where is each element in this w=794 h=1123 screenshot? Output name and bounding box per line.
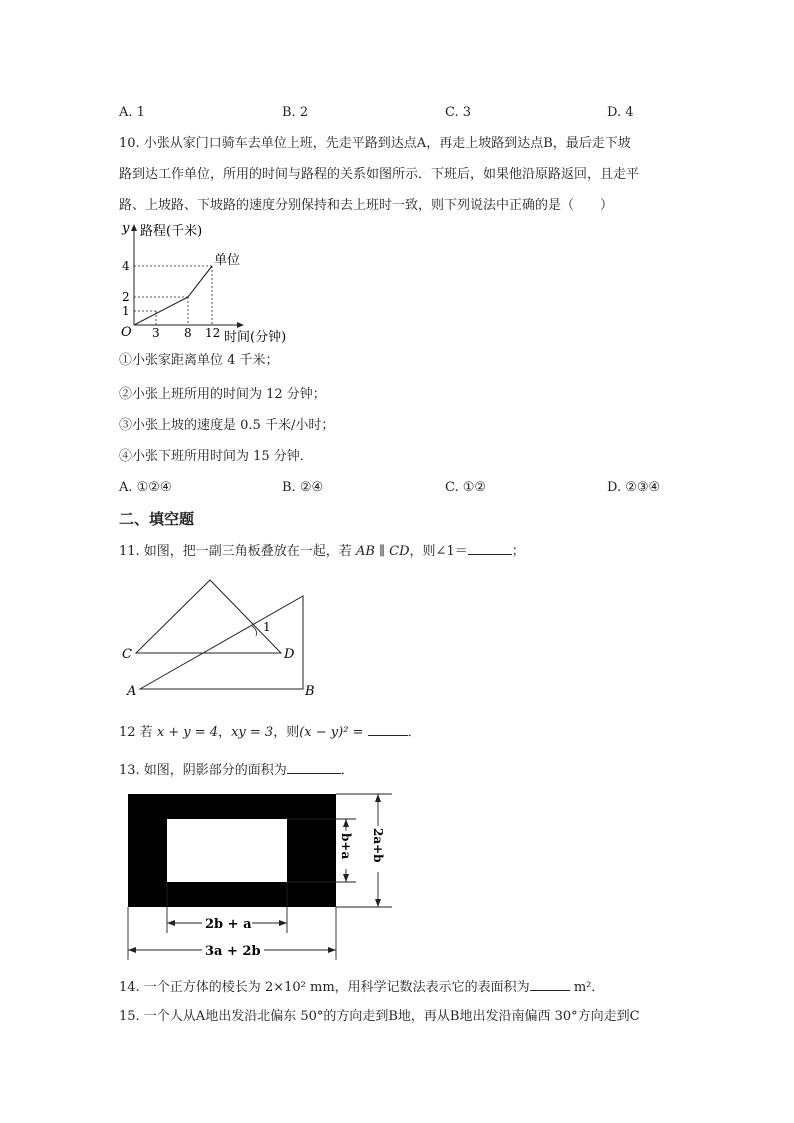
label-angle-1: 1 — [263, 620, 271, 634]
q14-value: 2×10² mm — [264, 980, 335, 995]
q9-option-d: D. 4 — [607, 105, 634, 120]
dim-outer-height-arrow-top — [375, 794, 381, 802]
q10-line-2: 路到达工作单位，所用的时间与路程的关系如图所示．下班后，如果他沿原路返回，且走平 — [119, 167, 640, 182]
y-tick-1: 1 — [122, 304, 130, 318]
q11-text-mid: ，则∠1＝ — [409, 544, 468, 559]
q11-text-after: ； — [511, 544, 525, 559]
route-line — [134, 266, 212, 325]
q14-text-mid: ，用科学记数法表示它的表面积为 — [334, 980, 530, 995]
q12-text — [119, 722, 421, 742]
q13-text-after: ． — [340, 763, 354, 778]
label-c: C — [122, 647, 132, 662]
label-inner-height: b+a — [339, 833, 353, 860]
q11-text-before: 11. 如图，把一副三角板叠放在一起，若 — [119, 544, 356, 559]
x-tick-3: 3 — [152, 326, 160, 340]
label-outer-height: 2a+b — [371, 828, 385, 863]
dim-outer-width-arrow-right — [328, 947, 336, 953]
x-unit-label: 时间(分钟) — [224, 330, 287, 345]
q15-text: 15. 一个人从A地出发沿北偏东 50°的方向走到B地，再从B地出发沿南偏西 30°方向走到C — [119, 1009, 640, 1024]
q14-text — [119, 977, 604, 997]
q11-triangles-figure — [118, 574, 328, 700]
q9-option-b: B. 2 — [282, 105, 309, 120]
y-axis-label: y — [122, 221, 130, 236]
q12-text-mid: ，则 — [273, 725, 300, 740]
q10-statement-2: ②小张上班所用的时间为 12 分钟； — [119, 387, 326, 402]
label-a: A — [127, 684, 137, 699]
q14-text-before: 14. 一个正方体的棱长为 — [119, 980, 265, 995]
q12-eq1: x + y = 4 — [156, 725, 219, 740]
label-inner-width: 2b + a — [205, 917, 252, 932]
q10-option-b: B. ②④ — [282, 480, 324, 495]
dim-inner-height-arrow-top — [343, 819, 349, 827]
q11-answer-blank[interactable] — [468, 541, 512, 555]
q13-text-main: 13. 如图，阴影部分的面积为 — [119, 763, 287, 778]
end-point-label: 单位 — [214, 253, 241, 268]
x-axis-arrow — [237, 322, 244, 328]
q14-answer-blank[interactable] — [530, 977, 570, 991]
triangle-ab — [140, 596, 303, 689]
dim-outer-height-arrow-bottom — [375, 899, 381, 907]
q9-option-a: A. 1 — [119, 105, 145, 120]
q10-distance-time-graph — [110, 220, 310, 345]
y-unit-label: 路程(千米) — [140, 224, 203, 239]
origin-label: O — [121, 325, 132, 340]
dim-inner-width-arrow-left — [167, 920, 175, 926]
q12-equals: = — [348, 725, 368, 740]
q14-text-after: m²． — [569, 980, 605, 995]
q11-relation: AB ∥ CD — [355, 544, 410, 559]
q12-answer-blank[interactable] — [368, 722, 408, 736]
y-tick-4: 4 — [122, 259, 130, 273]
label-b: B — [305, 684, 315, 699]
q10-line-3: 路、上坡路、下坡路的速度分别保持和去上班时一致，则下列说法中正确的是（ ） — [119, 198, 614, 213]
y-axis-arrow — [131, 224, 137, 231]
q10-statement-3: ③小张上坡的速度是 0.5 千米/小时； — [119, 418, 335, 433]
dim-inner-height-arrow-bottom — [343, 874, 349, 882]
y-tick-2: 2 — [122, 290, 130, 304]
q10-option-d: D. ②③④ — [607, 480, 661, 495]
q12-text-before: 12 若 — [119, 725, 157, 740]
x-tick-8: 8 — [184, 326, 192, 340]
q12-sep: ， — [218, 725, 232, 740]
label-d: D — [284, 647, 295, 662]
dim-outer-width-arrow-left — [128, 947, 136, 953]
label-outer-width: 3a + 2b — [205, 944, 261, 959]
q12-text-after: ． — [407, 725, 421, 740]
q13-shaded-rectangle-figure — [120, 788, 410, 966]
q10-statement-4: ④小张下班所用时间为 15 分钟． — [119, 449, 313, 464]
inner-rectangle — [167, 819, 287, 882]
q13-answer-blank[interactable] — [287, 760, 341, 774]
q10-statement-1: ①小张家距离单位 4 千米； — [119, 353, 279, 368]
q12-eq2: xy = 3 — [231, 725, 274, 740]
triangle-cd — [136, 580, 281, 653]
q11-text — [119, 541, 525, 561]
q10-line-1: 10. 小张从家门口骑车去单位上班，先走平路到达点A，再走上坡路到达点B，最后走下坡 — [119, 136, 631, 151]
q13-text — [119, 760, 354, 780]
dim-inner-width-arrow-right — [279, 920, 287, 926]
section-title: 二、填空题 — [119, 510, 195, 528]
x-tick-12: 12 — [205, 326, 221, 340]
q10-option-a: A. ①②④ — [119, 480, 172, 495]
q12-expr: (x − y)² — [299, 725, 349, 740]
q9-option-c: C. 3 — [445, 105, 472, 120]
q10-option-c: C. ①② — [445, 480, 487, 495]
